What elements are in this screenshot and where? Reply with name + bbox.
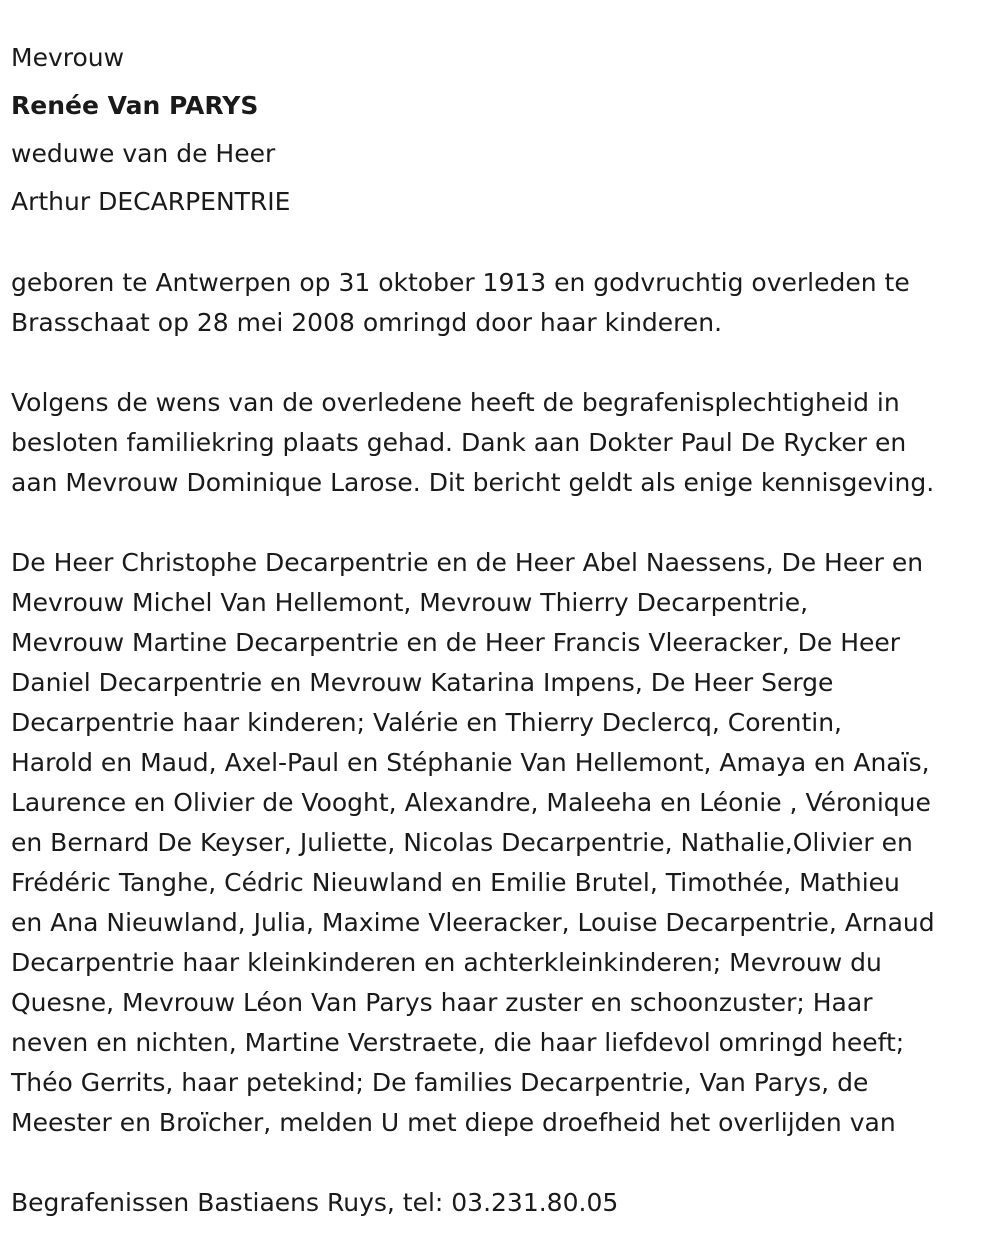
deceased-name: Renée Van PARYS — [11, 91, 259, 120]
spouse-name: Arthur DECARPENTRIE — [11, 187, 291, 216]
undertaker-contact: Begrafenissen Bastiaens Ruys, tel: 03.231.80.05 — [11, 1188, 619, 1217]
funeral-paragraph: Volgens de wens van de overledene heeft de begrafenisplechtigheid in besloten familiekring plaats gehad. Dank aan Dokter Paul De Rycker en aan Mevrouw Dominique Larose. Dit bericht geldt als enige kennisgeving. — [11, 388, 935, 497]
birth-death-paragraph: geboren te Antwerpen op 31 oktober 1913 en godvruchtig overleden te Brasschaat op 28 mei 2008 omringd door haar kinderen. — [11, 268, 910, 337]
relation-text: weduwe van de Heer — [11, 139, 276, 168]
title-prefix: Mevrouw — [11, 43, 125, 72]
family-paragraph: De Heer Christophe Decarpentrie en de Heer Abel Naessens, De Heer en Mevrouw Michel Van Hellemont, Mevrouw Thierry Decarpentrie, Mevrouw Martine Decarpentrie en de Heer Francis Vleeracker, De Heer Daniel Decarpentrie en Mevrouw Katarina Impens, De Heer Serge Decarpentrie haar kinderen; Valérie en Thierry Declercq, Corentin, Harold en Maud, Axel-Paul en Stéphanie Van Hellemont, Amaya en Anaïs, Laurence en Olivier de Vooght, Alexandre, Maleeha en Léonie , Véronique en Bernard De Keyser, Juliette, Nicolas Decarpentrie, Nathalie,Olivier en Frédéric Tanghe, Cédric Nieuwland en Emilie Brutel, Timothée, Mathieu en Ana Nieuwland, Julia, Maxime Vleeracker, Louise Decarpentrie, Arnaud Decarpentrie haar kleinkinderen en achterkleinkinderen; Mevrouw du Quesne, Mevrouw Léon Van Parys haar zuster en schoonzuster; Haar neven en nichten, Martine Verstraete, die haar liefdevol omringd heeft; Théo Gerrits, haar petekind; De families Decarpentrie, Van Parys, de Meester en Broïcher, melden U met diepe droefheid het overlijden van — [11, 548, 935, 1137]
death-notice — [11, 34, 996, 1223]
